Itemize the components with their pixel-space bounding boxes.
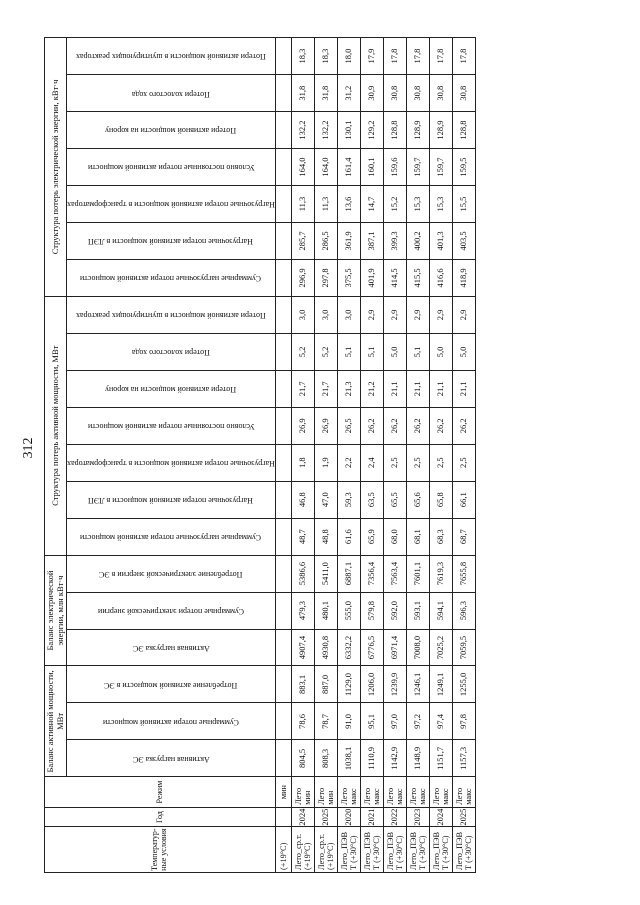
cell-value: 1,9 bbox=[314, 444, 337, 481]
cell-value: 26,9 bbox=[291, 407, 314, 444]
cell-value: 15,3 bbox=[406, 186, 429, 223]
table-row bbox=[406, 38, 429, 873]
cell-value: 7008,0 bbox=[406, 629, 429, 666]
cell-value bbox=[275, 518, 291, 555]
cell-year: 2022 bbox=[383, 807, 406, 827]
cell-value: 2,5 bbox=[406, 444, 429, 481]
cell-value: 555,0 bbox=[337, 592, 360, 629]
cell-temp: Лето_ПЭВ Т (+30°С) bbox=[406, 827, 429, 873]
cell-value: 7601,1 bbox=[406, 555, 429, 592]
cell-value: 7025,2 bbox=[429, 629, 452, 666]
cell-value: 808,3 bbox=[314, 740, 337, 777]
table-row bbox=[383, 38, 406, 873]
cell-value bbox=[275, 703, 291, 740]
cell-value: 593,1 bbox=[406, 592, 429, 629]
cell-value: 26,5 bbox=[337, 407, 360, 444]
cell-value: 6332,2 bbox=[337, 629, 360, 666]
cell-mode: Лето мин bbox=[291, 777, 314, 807]
cell-value: 5,2 bbox=[291, 333, 314, 370]
cell-value: 400,2 bbox=[406, 222, 429, 259]
cell-value: 17,8 bbox=[383, 38, 406, 75]
cell-value: 7655,8 bbox=[452, 555, 475, 592]
cell-value: 1148,9 bbox=[406, 740, 429, 777]
cell-value: 11,3 bbox=[314, 186, 337, 223]
cell-value: 15,5 bbox=[452, 186, 475, 223]
column-header: Нагрузочные потери активной мощности в ЛЭП bbox=[67, 481, 276, 518]
cell-mode: Лето макс bbox=[337, 777, 360, 807]
cell-value bbox=[275, 296, 291, 333]
cell-value: 6887,1 bbox=[337, 555, 360, 592]
cell-value: 361,9 bbox=[337, 222, 360, 259]
table-row bbox=[360, 38, 383, 873]
cell-year: 2025 bbox=[452, 807, 475, 827]
cell-value: 296,9 bbox=[291, 259, 314, 296]
cell-temp: Лето_ср.т. (+19°С) bbox=[314, 827, 337, 873]
cell-value: 68,1 bbox=[406, 518, 429, 555]
cell-value: 65,5 bbox=[383, 481, 406, 518]
cell-value: 596,3 bbox=[452, 592, 475, 629]
cell-value: 128,9 bbox=[429, 112, 452, 149]
cell-value: 414,5 bbox=[383, 259, 406, 296]
cell-value: 401,9 bbox=[360, 259, 383, 296]
cell-value: 13,6 bbox=[337, 186, 360, 223]
cell-value: 2,9 bbox=[452, 296, 475, 333]
cell-value: 78,6 bbox=[291, 703, 314, 740]
table-row-partial bbox=[275, 38, 291, 873]
cell-value: 128,9 bbox=[406, 112, 429, 149]
cell-value: 132,2 bbox=[291, 112, 314, 149]
column-header: Условно постоянные потери активной мощности bbox=[67, 407, 276, 444]
cell-value: 5386,6 bbox=[291, 555, 314, 592]
cell-value: 5,0 bbox=[383, 333, 406, 370]
cell-value: 164,0 bbox=[314, 149, 337, 186]
cell-value: 387,1 bbox=[360, 222, 383, 259]
cell-value: 21,1 bbox=[383, 370, 406, 407]
cell-value: 130,1 bbox=[337, 112, 360, 149]
cell-value: 30,8 bbox=[406, 75, 429, 112]
cell-value: 6776,5 bbox=[360, 629, 383, 666]
cell-value: 159,5 bbox=[452, 149, 475, 186]
cell-value: 26,2 bbox=[383, 407, 406, 444]
cell-mode: Лето макс bbox=[360, 777, 383, 807]
cell-year: 2024 bbox=[429, 807, 452, 827]
cell-value bbox=[275, 407, 291, 444]
cell-temp: Лето_ПЭВ Т (+30°С) bbox=[452, 827, 475, 873]
column-header: Нагрузочные потери активной мощности в ЛЭП bbox=[67, 222, 276, 259]
cell-value bbox=[275, 38, 291, 75]
cell-value: 68,7 bbox=[452, 518, 475, 555]
cell-value: 2,9 bbox=[429, 296, 452, 333]
cell-value: 31,2 bbox=[337, 75, 360, 112]
column-header: Суммарные потери электрической энергии bbox=[67, 592, 276, 629]
cell-value: 26,2 bbox=[406, 407, 429, 444]
cell-value: 7563,4 bbox=[383, 555, 406, 592]
cell-value: 480,1 bbox=[314, 592, 337, 629]
cell-value: 14,7 bbox=[360, 186, 383, 223]
cell-year: 2023 bbox=[406, 807, 429, 827]
cell-value: 68,3 bbox=[429, 518, 452, 555]
cell-value: 399,3 bbox=[383, 222, 406, 259]
cell-value: 804,5 bbox=[291, 740, 314, 777]
cell-mode: Лето макс bbox=[452, 777, 475, 807]
column-header: Нагрузочные потери активной мощности в трансформаторах bbox=[67, 186, 276, 223]
cell-value: 1,8 bbox=[291, 444, 314, 481]
cell-value: 97,4 bbox=[429, 703, 452, 740]
column-header: Потери холостого хода bbox=[67, 75, 276, 112]
table-row bbox=[429, 38, 452, 873]
cell-value bbox=[275, 370, 291, 407]
cell-value: 5,0 bbox=[429, 333, 452, 370]
cell-year: 2020 bbox=[337, 807, 360, 827]
cell-value: 31,8 bbox=[314, 75, 337, 112]
cell-value: 65,8 bbox=[429, 481, 452, 518]
cell-value: 3,0 bbox=[337, 296, 360, 333]
cell-value: 66,1 bbox=[452, 481, 475, 518]
cell-value: 7619,3 bbox=[429, 555, 452, 592]
cell-value: 17,9 bbox=[360, 38, 383, 75]
cell-value: 26,2 bbox=[360, 407, 383, 444]
cell-mode: мин bbox=[275, 777, 291, 807]
column-header: Потери активной мощности на корону bbox=[67, 370, 276, 407]
header-year: Год bbox=[45, 807, 276, 827]
cell-temp: Лето_ср.т. (+19°С) bbox=[291, 827, 314, 873]
cell-value: 97,8 bbox=[452, 703, 475, 740]
cell-value: 30,8 bbox=[452, 75, 475, 112]
column-header: Условно постоянные потери активной мощности bbox=[67, 149, 276, 186]
cell-value bbox=[275, 666, 291, 703]
cell-value: 3,0 bbox=[314, 296, 337, 333]
cell-value: 7356,4 bbox=[360, 555, 383, 592]
cell-value: 26,2 bbox=[429, 407, 452, 444]
cell-value: 1129,0 bbox=[337, 666, 360, 703]
cell-value bbox=[275, 333, 291, 370]
cell-value bbox=[275, 75, 291, 112]
column-header: Потери активной мощности в шунтирующих реакторах bbox=[67, 296, 276, 333]
cell-value bbox=[275, 740, 291, 777]
cell-value: 30,9 bbox=[360, 75, 383, 112]
cell-value: 2,4 bbox=[360, 444, 383, 481]
cell-value: 18,3 bbox=[314, 38, 337, 75]
table-body bbox=[275, 38, 475, 873]
cell-value: 160,1 bbox=[360, 149, 383, 186]
cell-value: 285,7 bbox=[291, 222, 314, 259]
column-header: Потери холостого хода bbox=[67, 333, 276, 370]
column-header: Потребление активной мощности в ЭС bbox=[67, 666, 276, 703]
cell-value: 47,0 bbox=[314, 481, 337, 518]
cell-value bbox=[275, 629, 291, 666]
cell-year: 2025 bbox=[314, 807, 337, 827]
cell-value: 594,1 bbox=[429, 592, 452, 629]
cell-value: 1038,1 bbox=[337, 740, 360, 777]
header-group-power-loss-structure: Структура потерь активной мощности, МВт bbox=[45, 296, 67, 555]
cell-value: 65,9 bbox=[360, 518, 383, 555]
cell-value: 4907,4 bbox=[291, 629, 314, 666]
cell-value: 61,6 bbox=[337, 518, 360, 555]
cell-value: 7059,5 bbox=[452, 629, 475, 666]
header-mode: Режим bbox=[45, 777, 276, 807]
rotated-table-area bbox=[44, 37, 473, 873]
cell-value: 2,9 bbox=[406, 296, 429, 333]
cell-value: 5,1 bbox=[337, 333, 360, 370]
cell-value bbox=[275, 222, 291, 259]
cell-value: 17,8 bbox=[429, 38, 452, 75]
cell-value: 2,2 bbox=[337, 444, 360, 481]
cell-value: 161,4 bbox=[337, 149, 360, 186]
cell-mode: Лето макс bbox=[383, 777, 406, 807]
cell-value: 17,8 bbox=[406, 38, 429, 75]
cell-value: 883,1 bbox=[291, 666, 314, 703]
cell-value: 415,5 bbox=[406, 259, 429, 296]
table-row bbox=[452, 38, 475, 873]
table-rotation-wrapper bbox=[44, 37, 473, 873]
table-row bbox=[291, 38, 314, 873]
header-group-energy-loss-structure: Структура потерь электрической энергии, кВт·ч bbox=[45, 38, 67, 297]
cell-value: 1151,7 bbox=[429, 740, 452, 777]
cell-value: 68,0 bbox=[383, 518, 406, 555]
cell-value: 21,2 bbox=[360, 370, 383, 407]
cell-year bbox=[275, 807, 291, 827]
page-number: 312 bbox=[21, 437, 36, 459]
cell-value: 159,7 bbox=[406, 149, 429, 186]
cell-value: 297,8 bbox=[314, 259, 337, 296]
cell-value: 48,8 bbox=[314, 518, 337, 555]
cell-value: 5,2 bbox=[314, 333, 337, 370]
cell-value: 5,0 bbox=[452, 333, 475, 370]
cell-value: 129,2 bbox=[360, 112, 383, 149]
cell-value: 3,0 bbox=[291, 296, 314, 333]
cell-value: 46,8 bbox=[291, 481, 314, 518]
cell-value: 63,5 bbox=[360, 481, 383, 518]
cell-value: 1239,9 bbox=[383, 666, 406, 703]
cell-value: 5,1 bbox=[360, 333, 383, 370]
cell-mode: Лето мин bbox=[314, 777, 337, 807]
column-header: Нагрузочные потери активной мощности в трансформаторах bbox=[67, 444, 276, 481]
cell-temp: Лето_ПЭВ Т (+30°С) bbox=[383, 827, 406, 873]
table-row bbox=[337, 38, 360, 873]
cell-value: 1142,9 bbox=[383, 740, 406, 777]
cell-value: 159,7 bbox=[429, 149, 452, 186]
cell-value: 159,6 bbox=[383, 149, 406, 186]
column-header: Потери активной мощности в шунтирующих реакторах bbox=[67, 38, 276, 75]
column-header-row bbox=[67, 38, 276, 873]
cell-value: 5,1 bbox=[406, 333, 429, 370]
cell-value: 26,2 bbox=[452, 407, 475, 444]
cell-mode: Лето макс bbox=[406, 777, 429, 807]
cell-value: 286,5 bbox=[314, 222, 337, 259]
column-header: Активная нагрузка ЭС bbox=[67, 629, 276, 666]
column-header: Потребление электрической энергии в ЭС bbox=[67, 555, 276, 592]
cell-value: 1249,1 bbox=[429, 666, 452, 703]
cell-value: 592,0 bbox=[383, 592, 406, 629]
cell-year: 2024 bbox=[291, 807, 314, 827]
cell-value: 17,8 bbox=[452, 38, 475, 75]
cell-value: 128,8 bbox=[383, 112, 406, 149]
cell-value bbox=[275, 592, 291, 629]
cell-value: 97,0 bbox=[383, 703, 406, 740]
cell-value: 579,8 bbox=[360, 592, 383, 629]
cell-value: 18,0 bbox=[337, 38, 360, 75]
cell-value bbox=[275, 444, 291, 481]
cell-value: 21,1 bbox=[452, 370, 475, 407]
cell-value: 403,5 bbox=[452, 222, 475, 259]
column-header: Суммарные нагрузочные потери активной мощности bbox=[67, 518, 276, 555]
cell-value: 21,1 bbox=[429, 370, 452, 407]
cell-value: 26,9 bbox=[314, 407, 337, 444]
cell-value: 21,7 bbox=[314, 370, 337, 407]
column-header: Суммарные потери активной мощности bbox=[67, 703, 276, 740]
cell-value: 418,9 bbox=[452, 259, 475, 296]
cell-value: 2,9 bbox=[383, 296, 406, 333]
cell-value: 1110,9 bbox=[360, 740, 383, 777]
cell-value: 91,0 bbox=[337, 703, 360, 740]
cell-value: 6971,4 bbox=[383, 629, 406, 666]
cell-value: 11,3 bbox=[291, 186, 314, 223]
cell-value: 416,6 bbox=[429, 259, 452, 296]
cell-temp: Лето_ПЭВ Т (+30°С) bbox=[337, 827, 360, 873]
cell-value: 4930,8 bbox=[314, 629, 337, 666]
cell-value: 5411,0 bbox=[314, 555, 337, 592]
cell-value: 128,8 bbox=[452, 112, 475, 149]
cell-value: 1157,3 bbox=[452, 740, 475, 777]
cell-value: 97,2 bbox=[406, 703, 429, 740]
cell-value: 375,5 bbox=[337, 259, 360, 296]
cell-value bbox=[275, 259, 291, 296]
cell-value bbox=[275, 555, 291, 592]
cell-value bbox=[275, 481, 291, 518]
cell-value: 401,3 bbox=[429, 222, 452, 259]
cell-value: 479,3 bbox=[291, 592, 314, 629]
cell-value: 132,2 bbox=[314, 112, 337, 149]
header-temperature: Температур-ные условия bbox=[45, 827, 276, 873]
cell-value: 78,7 bbox=[314, 703, 337, 740]
table-row bbox=[314, 38, 337, 873]
cell-value: 31,8 bbox=[291, 75, 314, 112]
cell-value: 30,8 bbox=[429, 75, 452, 112]
cell-value bbox=[275, 186, 291, 223]
cell-value: 30,8 bbox=[383, 75, 406, 112]
cell-value: 18,3 bbox=[291, 38, 314, 75]
column-header: Потери активной мощности на корону bbox=[67, 112, 276, 149]
cell-value: 1206,0 bbox=[360, 666, 383, 703]
losses-balance-table bbox=[44, 37, 476, 873]
cell-year: 2021 bbox=[360, 807, 383, 827]
cell-mode: Лето макс bbox=[429, 777, 452, 807]
cell-value: 59,3 bbox=[337, 481, 360, 518]
cell-value: 2,5 bbox=[452, 444, 475, 481]
cell-value: 2,9 bbox=[360, 296, 383, 333]
cell-value bbox=[275, 112, 291, 149]
cell-value: 1246,1 bbox=[406, 666, 429, 703]
column-header: Суммарные нагрузочные потери активной мощности bbox=[67, 259, 276, 296]
cell-value: 2,5 bbox=[383, 444, 406, 481]
cell-value: 887,0 bbox=[314, 666, 337, 703]
cell-value: 95,1 bbox=[360, 703, 383, 740]
cell-value bbox=[275, 149, 291, 186]
cell-value: 48,7 bbox=[291, 518, 314, 555]
cell-value: 21,3 bbox=[337, 370, 360, 407]
cell-value: 1255,0 bbox=[452, 666, 475, 703]
cell-value: 65,6 bbox=[406, 481, 429, 518]
cell-value: 2,5 bbox=[429, 444, 452, 481]
cell-temp: Лето_ПЭВ Т (+30°С) bbox=[429, 827, 452, 873]
cell-value: 21,1 bbox=[406, 370, 429, 407]
column-header: Активная нагрузка ЭС bbox=[67, 740, 276, 777]
header-group-power-balance: Баланс активной мощности, МВт bbox=[45, 666, 67, 777]
cell-temp: Лето_ПЭВ Т (+30°С) bbox=[360, 827, 383, 873]
cell-value: 164,0 bbox=[291, 149, 314, 186]
header-group-energy-balance: Баланс электрической энергии, млн кВт·ч bbox=[45, 555, 67, 666]
cell-value: 15,3 bbox=[429, 186, 452, 223]
cell-temp: (+19°С) bbox=[275, 827, 291, 873]
cell-value: 15,2 bbox=[383, 186, 406, 223]
cell-value: 21,7 bbox=[291, 370, 314, 407]
